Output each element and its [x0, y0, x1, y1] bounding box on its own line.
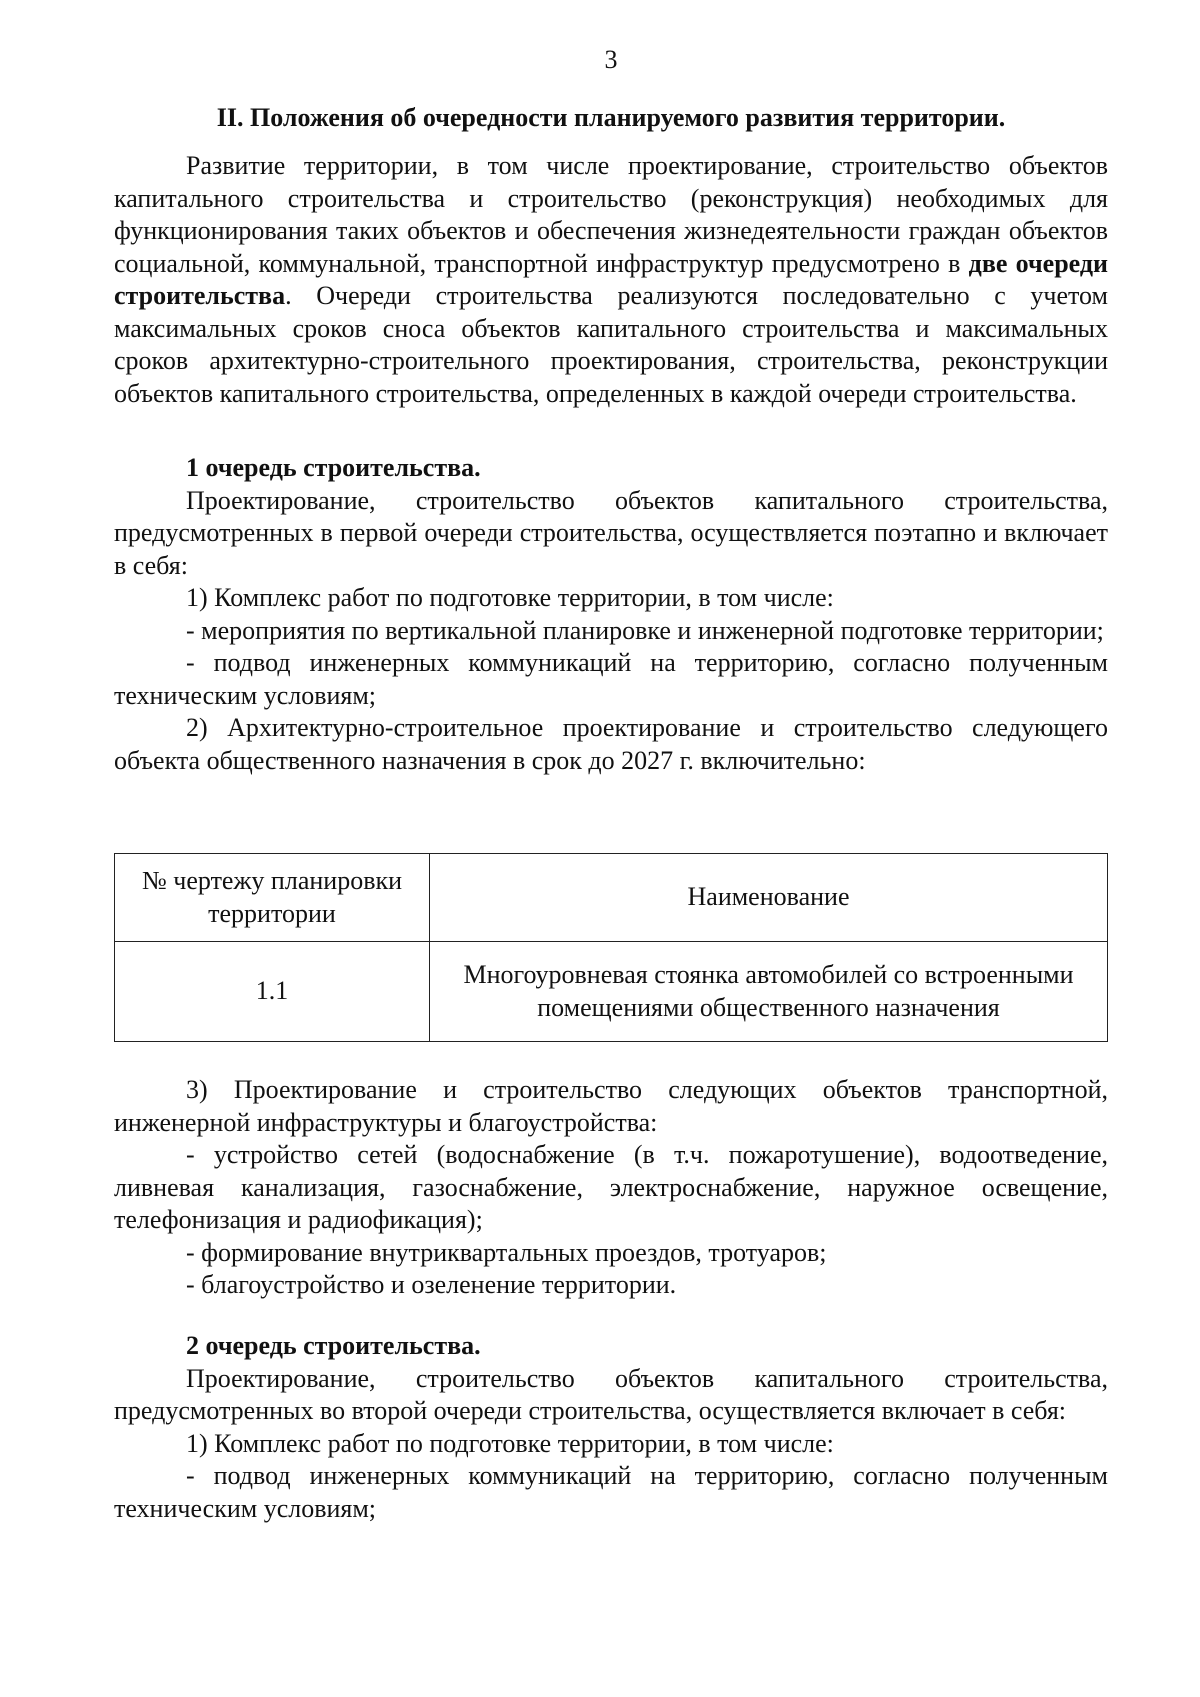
stage1-paragraph-5: 2) Архитектурно-строительное проектирование и строительство следующего объекта общественного назначения в срок до 2027 г. включительно: — [114, 713, 1108, 775]
stage2-block — [114, 1330, 1108, 1525]
stage1-continued-block — [114, 1074, 1108, 1302]
stage2-paragraph-2: 1) Комплекс работ по подготовке территории, в том числе: — [186, 1428, 834, 1458]
stage1-paragraph-4: - подвод инженерных коммуникаций на территорию, согласно полученным техническим условиям; — [114, 648, 1108, 710]
intro-text-start: Развитие территории, в том числе проектирование, строительство объектов капитального строительства и строительство (реконструкция) необходимых для функционирования таких объектов и обеспечения жизнедеятельности граждан объектов социальной, коммунальной, транспортной инфраструктур предусмотрено в — [114, 151, 1108, 278]
table-header-name: Наименование — [430, 854, 1108, 942]
table-row — [115, 942, 1108, 1042]
stage1-title: 1 очередь строительства. — [186, 453, 481, 482]
stage1-paragraph-7: - устройство сетей (водоснабжение (в т.ч. пожаротушение), водоотведение, ливневая канализация, газоснабжение, электроснабжение, наружное освещение, телефонизация и радиофикация); — [114, 1140, 1108, 1234]
intro-bold-text: две очереди строительства — [114, 248, 1108, 310]
stage1-paragraph-2: 1) Комплекс работ по подготовке территории, в том числе: — [186, 583, 834, 612]
stage1-paragraph-9: - благоустройство и озеленение территории. — [186, 1270, 677, 1299]
intro-text-end: . Очереди строительства реализуются последовательно с учетом максимальных сроков сноса объектов капитального строительства и максимальных сроков архитектурно-строительного проектирования, строительства, реконструкции объектов капитального строительства, определенных в каждой очереди строительства. — [114, 281, 1108, 408]
stage1-block — [114, 452, 1108, 777]
intro-block — [114, 150, 1108, 410]
stage1-paragraph-3: - мероприятия по вертикальной планировке и инженерной подготовке территории; — [186, 615, 1104, 645]
table-header-drawing-number: № чертежу планировки территории — [115, 854, 430, 942]
table-header-row — [115, 854, 1108, 942]
intro-paragraph — [114, 150, 1108, 410]
stage1-paragraph-6: 3) Проектирование и строительство следующих объектов транспортной, инженерной инфраструктуры и благоустройства: — [114, 1075, 1108, 1137]
objects-table — [114, 853, 1108, 1042]
page-number: 3 — [604, 45, 618, 74]
stage1-paragraph-8: - формирование внутриквартальных проездов, тротуаров; — [186, 1237, 827, 1267]
stage2-paragraph-3: - подвод инженерных коммуникаций на территорию, согласно полученным техническим условиям; — [114, 1461, 1108, 1523]
stage2-title: 2 очередь строительства. — [186, 1331, 481, 1360]
stage1-paragraph-1: Проектирование, строительство объектов капитального строительства, предусмотренных в первой очереди строительства, осуществляется поэтапно и включает в себя: — [114, 485, 1108, 580]
table-cell-drawing-number: 1.1 — [115, 942, 430, 1042]
table-cell-name: Многоуровневая стоянка автомобилей со встроенными помещениями общественного назначения — [430, 942, 1108, 1042]
stage2-paragraph-1: Проектирование, строительство объектов капитального строительства, предусмотренных во второй очереди строительства, осуществляется включает в себя: — [114, 1363, 1108, 1425]
section-heading: II. Положения об очередности планируемого развития территории. — [216, 103, 1006, 132]
